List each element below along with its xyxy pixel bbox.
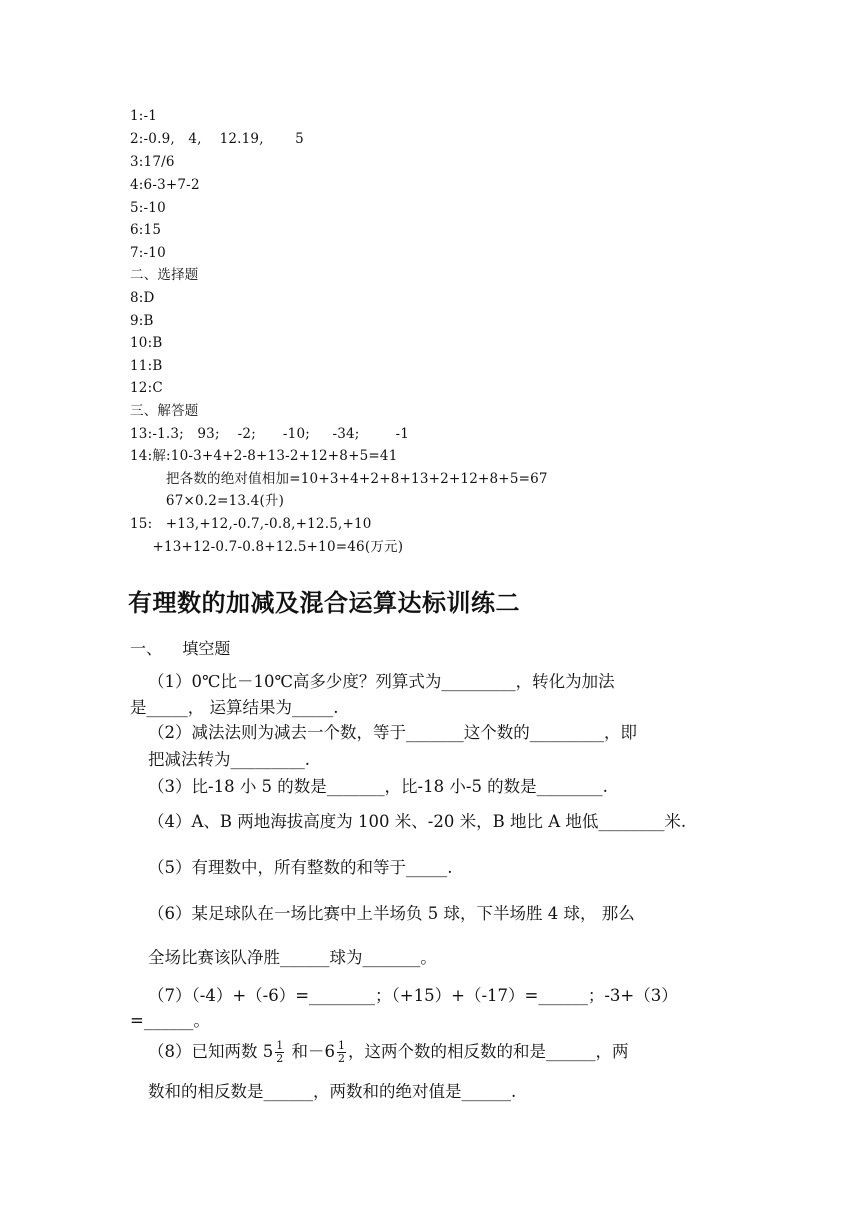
question-5: （5）有理数中，所有整数的和等于_____. [148,858,453,877]
question-3: （3）比-18 小 5 的数是_______，比-18 小-5 的数是________. [148,777,608,796]
question-8-middle: 和－6 [286,1042,335,1061]
answer-line-12: 12:C [130,380,163,396]
answer-line-15: 15: +13,+12,-0.7,-0.8,+12.5,+10 [130,516,372,532]
answer-line-14c: 67×0.2=13.4(升) [130,493,285,509]
answer-line-15b: +13+12-0.7-0.8+12.5+10=46(万元) [130,539,404,555]
answer-line-11: 11:B [130,358,163,374]
answer-line-14: 14:解:10-3+4+2-8+13-2+12+8+5=41 [130,448,398,464]
answer-line-6: 6:15 [130,222,162,238]
section-heading-fill: 一、 填空题 [130,639,231,658]
question-6-line-1: （6）某足球队在一场比赛中上半场负 5 球，下半场胜 4 球， 那么 [148,904,635,923]
answer-line-2: 2:-0.9, 4, 12.19, 5 [130,131,304,147]
answer-line-5: 5:-10 [130,200,166,216]
question-7-line-1: （7）（-4）+（-6）=________；（+15）+（-17）=______；-3+（3） [148,986,678,1005]
question-2-line-1: （2）减法法则为减去一个数，等于_______这个数的_________，即 [148,723,637,742]
question-1-line-2: 是_____， 运算结果为_____. [130,698,339,717]
answer-line-8: 8:D [130,290,155,306]
question-6-line-2: 全场比赛该队净胜______球为_______。 [148,948,437,967]
question-4: （4）A、B 两地海拔高度为 100 米、-20 米，B 地比 A 地低________米. [148,812,687,831]
question-8-prefix: （8）已知两数 5 [148,1042,274,1061]
section-heading-solve: 三、解答题 [130,403,199,419]
answer-line-14b: 把各数的绝对值相加=10+3+4+2+8+13+2+12+8+5=67 [130,471,548,487]
answer-line-1: 1:-1 [130,108,158,124]
page-title: 有理数的加减及混合运算达标训练二 [128,589,520,617]
fraction-half-2: $\frac{1}{2}$ [338,1039,345,1065]
fraction-half-1: $\frac{1}{2}$ [276,1039,284,1065]
question-1-line-1: （1）0℃比－10℃高多少度？列算式为_________，转化为加法 [148,672,615,691]
answer-line-4: 4:6-3+7-2 [130,177,200,193]
question-2-line-2: 把减法转为_________. [148,750,310,769]
answer-line-9: 9:B [130,313,154,329]
question-8-suffix: ，这两个数的相反数的和是______，两 [348,1042,629,1061]
question-7-line-2: =______。 [130,1011,210,1030]
answer-line-13: 13:-1.3; 93; -2; -10; -34; -1 [130,426,410,442]
answer-line-10: 10:B [130,335,163,351]
question-8-line-1 [148,1040,629,1065]
section-heading-choice: 二、选择题 [130,267,199,283]
question-8-line-2: 数和的相反数是______，两数和的绝对值是______. [148,1082,517,1101]
answer-line-7: 7:-10 [130,245,166,261]
answer-line-3: 3:17/6 [130,154,175,170]
